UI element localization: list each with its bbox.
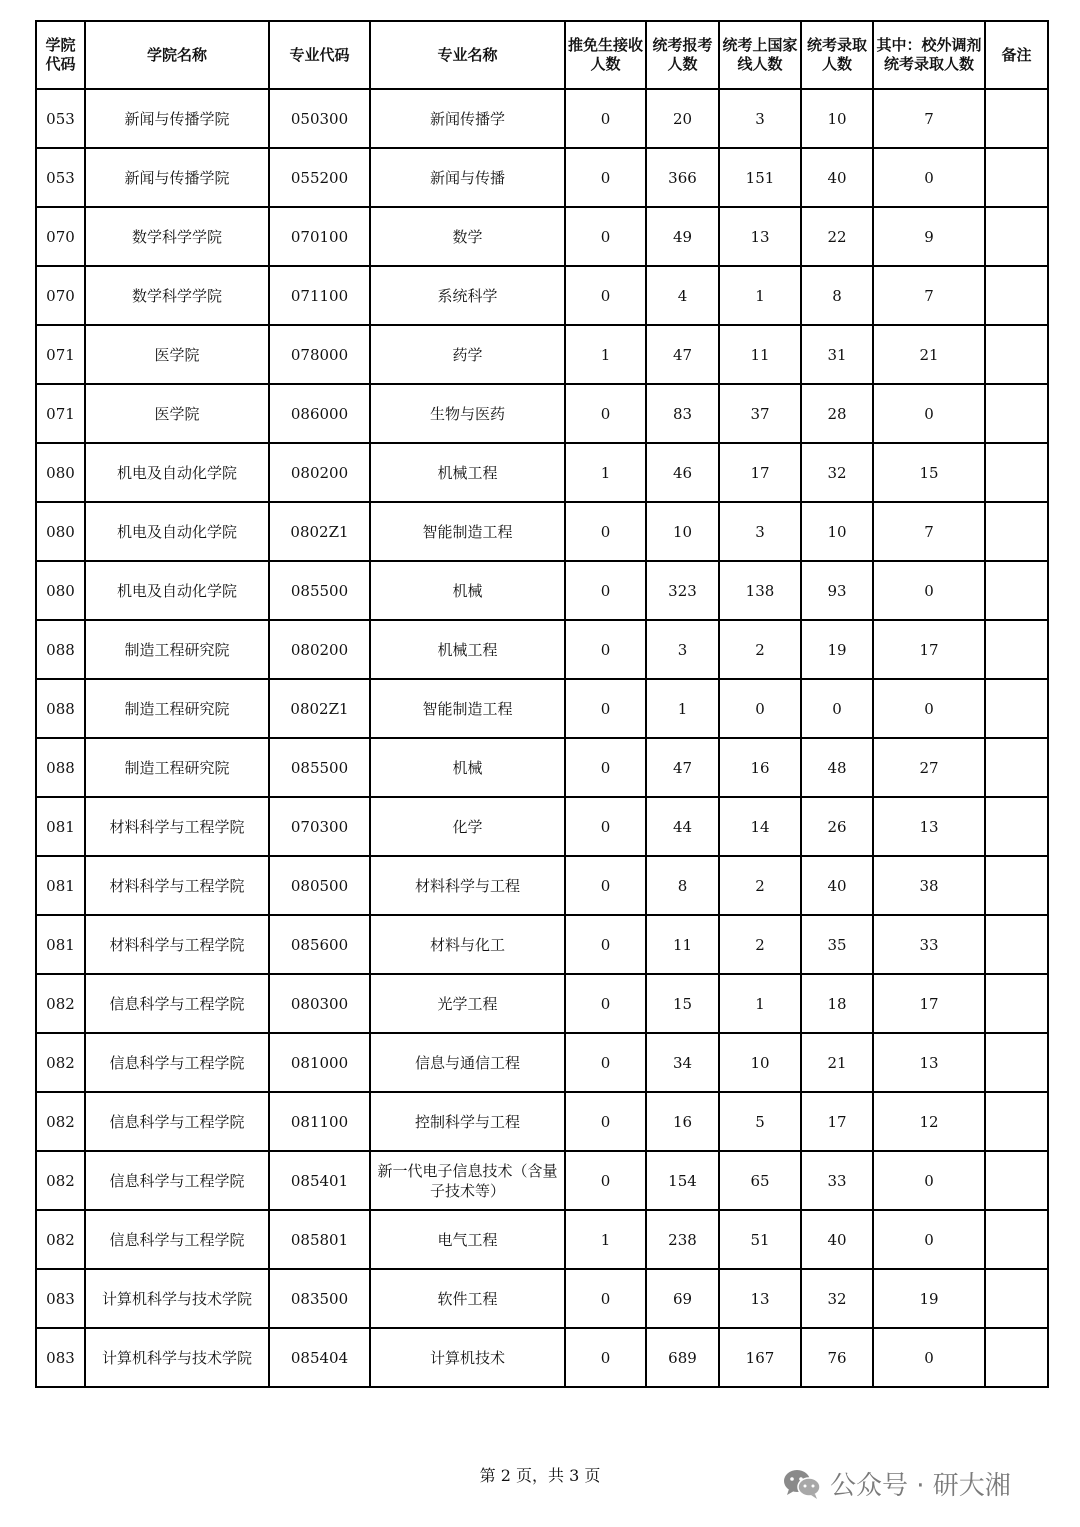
- cell-exempt-admitted: 0: [565, 1092, 646, 1151]
- cell-passed-national-line: 2: [719, 856, 801, 915]
- cell-college-code: 083: [36, 1328, 85, 1387]
- cell-admitted: 28: [801, 384, 873, 443]
- cell-admitted: 0: [801, 679, 873, 738]
- cell-college-code: 082: [36, 1033, 85, 1092]
- cell-college-name: 计算机科学与技术学院: [85, 1328, 269, 1387]
- cell-college-code: 081: [36, 915, 85, 974]
- cell-passed-national-line: 17: [719, 443, 801, 502]
- admissions-table-sheet: [35, 20, 1047, 1388]
- cell-college-code: 081: [36, 856, 85, 915]
- cell-major-name: 智能制造工程: [370, 502, 565, 561]
- cell-transfer-admitted: 21: [873, 325, 985, 384]
- cell-passed-national-line: 3: [719, 502, 801, 561]
- cell-applicants: 154: [646, 1151, 719, 1210]
- watermark-text: 公众号 · 研大湘: [830, 1471, 1011, 1501]
- cell-college-code: 071: [36, 384, 85, 443]
- cell-passed-national-line: 65: [719, 1151, 801, 1210]
- cell-admitted: 40: [801, 856, 873, 915]
- cell-applicants: 323: [646, 561, 719, 620]
- cell-transfer-admitted: 7: [873, 502, 985, 561]
- cell-exempt-admitted: 0: [565, 915, 646, 974]
- cell-major-code: 080200: [269, 443, 370, 502]
- cell-major-code: 055200: [269, 148, 370, 207]
- cell-college-code: 082: [36, 1151, 85, 1210]
- cell-major-name: 光学工程: [370, 974, 565, 1033]
- cell-transfer-admitted: 38: [873, 856, 985, 915]
- cell-college-name: 材料科学与工程学院: [85, 797, 269, 856]
- cell-exempt-admitted: 0: [565, 502, 646, 561]
- cell-transfer-admitted: 0: [873, 679, 985, 738]
- cell-applicants: 16: [646, 1092, 719, 1151]
- cell-applicants: 1: [646, 679, 719, 738]
- cell-major-name: 机械工程: [370, 443, 565, 502]
- cell-major-code: 070100: [269, 207, 370, 266]
- cell-remarks: [985, 1210, 1048, 1269]
- cell-exempt-admitted: 0: [565, 148, 646, 207]
- table-row: [36, 1328, 1048, 1387]
- cell-college-name: 信息科学与工程学院: [85, 974, 269, 1033]
- cell-college-name: 新闻与传播学院: [85, 89, 269, 148]
- cell-major-name: 计算机技术: [370, 1328, 565, 1387]
- cell-major-code: 085500: [269, 738, 370, 797]
- cell-exempt-admitted: 1: [565, 1210, 646, 1269]
- cell-passed-national-line: 11: [719, 325, 801, 384]
- cell-passed-national-line: 2: [719, 915, 801, 974]
- table-row: [36, 325, 1048, 384]
- cell-college-code: 080: [36, 561, 85, 620]
- cell-remarks: [985, 797, 1048, 856]
- cell-exempt-admitted: 0: [565, 679, 646, 738]
- table-row: [36, 1151, 1048, 1210]
- cell-college-code: 070: [36, 207, 85, 266]
- cell-applicants: 20: [646, 89, 719, 148]
- cell-major-code: 083500: [269, 1269, 370, 1328]
- cell-applicants: 8: [646, 856, 719, 915]
- cell-college-code: 080: [36, 502, 85, 561]
- cell-exempt-admitted: 0: [565, 1151, 646, 1210]
- cell-transfer-admitted: 0: [873, 1210, 985, 1269]
- cell-admitted: 93: [801, 561, 873, 620]
- cell-remarks: [985, 561, 1048, 620]
- cell-remarks: [985, 1151, 1048, 1210]
- cell-passed-national-line: 37: [719, 384, 801, 443]
- cell-exempt-admitted: 0: [565, 1033, 646, 1092]
- cell-major-code: 081100: [269, 1092, 370, 1151]
- cell-passed-national-line: 1: [719, 974, 801, 1033]
- cell-passed-national-line: 138: [719, 561, 801, 620]
- cell-major-name: 软件工程: [370, 1269, 565, 1328]
- cell-transfer-admitted: 0: [873, 561, 985, 620]
- cell-major-name: 新闻与传播: [370, 148, 565, 207]
- cell-transfer-admitted: 13: [873, 797, 985, 856]
- cell-college-code: 053: [36, 148, 85, 207]
- table-row: [36, 915, 1048, 974]
- table-row: [36, 1210, 1048, 1269]
- cell-major-code: 085404: [269, 1328, 370, 1387]
- cell-passed-national-line: 151: [719, 148, 801, 207]
- cell-remarks: [985, 325, 1048, 384]
- cell-passed-national-line: 51: [719, 1210, 801, 1269]
- cell-remarks: [985, 679, 1048, 738]
- cell-major-name: 新闻传播学: [370, 89, 565, 148]
- header-passed-national-line: 统考上国家线人数: [719, 21, 801, 89]
- cell-major-code: 085600: [269, 915, 370, 974]
- cell-passed-national-line: 5: [719, 1092, 801, 1151]
- cell-applicants: 47: [646, 738, 719, 797]
- cell-admitted: 21: [801, 1033, 873, 1092]
- header-exempt-admitted: 推免生接收人数: [565, 21, 646, 89]
- cell-transfer-admitted: 9: [873, 207, 985, 266]
- cell-remarks: [985, 89, 1048, 148]
- cell-college-name: 机电及自动化学院: [85, 502, 269, 561]
- cell-transfer-admitted: 0: [873, 1328, 985, 1387]
- cell-college-code: 088: [36, 738, 85, 797]
- cell-applicants: 3: [646, 620, 719, 679]
- cell-passed-national-line: 167: [719, 1328, 801, 1387]
- cell-applicants: 10: [646, 502, 719, 561]
- cell-transfer-admitted: 17: [873, 974, 985, 1033]
- table-row: [36, 443, 1048, 502]
- cell-remarks: [985, 266, 1048, 325]
- cell-major-name: 机械: [370, 561, 565, 620]
- cell-exempt-admitted: 0: [565, 856, 646, 915]
- cell-major-code: 050300: [269, 89, 370, 148]
- cell-remarks: [985, 974, 1048, 1033]
- cell-remarks: [985, 1269, 1048, 1328]
- cell-major-code: 085500: [269, 561, 370, 620]
- header-college-code: 学院代码: [36, 21, 85, 89]
- cell-applicants: 15: [646, 974, 719, 1033]
- cell-major-code: 0802Z1: [269, 502, 370, 561]
- cell-admitted: 17: [801, 1092, 873, 1151]
- cell-major-code: 080200: [269, 620, 370, 679]
- cell-college-code: 088: [36, 679, 85, 738]
- cell-applicants: 47: [646, 325, 719, 384]
- cell-admitted: 48: [801, 738, 873, 797]
- cell-remarks: [985, 384, 1048, 443]
- table-row: [36, 1092, 1048, 1151]
- cell-major-name: 新一代电子信息技术（含量子技术等）: [370, 1151, 565, 1210]
- cell-applicants: 69: [646, 1269, 719, 1328]
- cell-college-name: 医学院: [85, 325, 269, 384]
- cell-admitted: 10: [801, 89, 873, 148]
- cell-transfer-admitted: 12: [873, 1092, 985, 1151]
- cell-major-name: 系统科学: [370, 266, 565, 325]
- table-row: [36, 148, 1048, 207]
- table-row: [36, 797, 1048, 856]
- cell-remarks: [985, 1328, 1048, 1387]
- cell-major-code: 085401: [269, 1151, 370, 1210]
- cell-transfer-admitted: 33: [873, 915, 985, 974]
- cell-major-name: 机械: [370, 738, 565, 797]
- header-remarks: 备注: [985, 21, 1048, 89]
- cell-exempt-admitted: 0: [565, 620, 646, 679]
- cell-major-name: 智能制造工程: [370, 679, 565, 738]
- cell-transfer-admitted: 13: [873, 1033, 985, 1092]
- cell-applicants: 11: [646, 915, 719, 974]
- cell-college-code: 070: [36, 266, 85, 325]
- table-row: [36, 207, 1048, 266]
- table-row: [36, 974, 1048, 1033]
- cell-transfer-admitted: 19: [873, 1269, 985, 1328]
- cell-college-name: 制造工程研究院: [85, 679, 269, 738]
- cell-applicants: 44: [646, 797, 719, 856]
- header-admitted: 统考录取人数: [801, 21, 873, 89]
- cell-college-code: 082: [36, 974, 85, 1033]
- cell-college-name: 数学科学学院: [85, 207, 269, 266]
- table-row: [36, 502, 1048, 561]
- cell-admitted: 40: [801, 1210, 873, 1269]
- cell-passed-national-line: 13: [719, 207, 801, 266]
- cell-major-name: 机械工程: [370, 620, 565, 679]
- cell-college-code: 081: [36, 797, 85, 856]
- cell-college-name: 信息科学与工程学院: [85, 1210, 269, 1269]
- cell-college-name: 新闻与传播学院: [85, 148, 269, 207]
- table-row: [36, 738, 1048, 797]
- cell-passed-national-line: 2: [719, 620, 801, 679]
- cell-major-code: 086000: [269, 384, 370, 443]
- cell-applicants: 83: [646, 384, 719, 443]
- cell-major-name: 电气工程: [370, 1210, 565, 1269]
- cell-major-code: 080300: [269, 974, 370, 1033]
- cell-admitted: 19: [801, 620, 873, 679]
- cell-remarks: [985, 207, 1048, 266]
- cell-applicants: 4: [646, 266, 719, 325]
- cell-passed-national-line: 1: [719, 266, 801, 325]
- cell-applicants: 238: [646, 1210, 719, 1269]
- cell-admitted: 32: [801, 1269, 873, 1328]
- cell-admitted: 18: [801, 974, 873, 1033]
- header-transfer-admitted: 其中：校外调剂统考录取人数: [873, 21, 985, 89]
- cell-applicants: 46: [646, 443, 719, 502]
- cell-exempt-admitted: 0: [565, 974, 646, 1033]
- cell-exempt-admitted: 0: [565, 1269, 646, 1328]
- cell-admitted: 32: [801, 443, 873, 502]
- cell-remarks: [985, 1033, 1048, 1092]
- cell-passed-national-line: 13: [719, 1269, 801, 1328]
- cell-transfer-admitted: 7: [873, 89, 985, 148]
- cell-college-name: 医学院: [85, 384, 269, 443]
- page-number: 第 2 页，共 3 页: [479, 1466, 601, 1485]
- cell-college-name: 信息科学与工程学院: [85, 1092, 269, 1151]
- cell-transfer-admitted: 0: [873, 384, 985, 443]
- cell-exempt-admitted: 0: [565, 89, 646, 148]
- cell-remarks: [985, 738, 1048, 797]
- header-college-name: 学院名称: [85, 21, 269, 89]
- header-major-code: 专业代码: [269, 21, 370, 89]
- cell-college-code: 083: [36, 1269, 85, 1328]
- cell-college-code: 088: [36, 620, 85, 679]
- cell-college-name: 制造工程研究院: [85, 738, 269, 797]
- cell-admitted: 35: [801, 915, 873, 974]
- cell-admitted: 33: [801, 1151, 873, 1210]
- cell-major-name: 材料科学与工程: [370, 856, 565, 915]
- cell-applicants: 34: [646, 1033, 719, 1092]
- header-major-name: 专业名称: [370, 21, 565, 89]
- cell-major-code: 071100: [269, 266, 370, 325]
- cell-admitted: 40: [801, 148, 873, 207]
- cell-college-name: 数学科学学院: [85, 266, 269, 325]
- cell-admitted: 76: [801, 1328, 873, 1387]
- table-header-row: [36, 21, 1048, 89]
- table-row: [36, 384, 1048, 443]
- cell-remarks: [985, 620, 1048, 679]
- table-row: [36, 1033, 1048, 1092]
- cell-exempt-admitted: 0: [565, 384, 646, 443]
- table-row: [36, 266, 1048, 325]
- table-row: [36, 620, 1048, 679]
- cell-major-name: 材料与化工: [370, 915, 565, 974]
- cell-college-name: 信息科学与工程学院: [85, 1033, 269, 1092]
- cell-major-code: 0802Z1: [269, 679, 370, 738]
- cell-transfer-admitted: 0: [873, 148, 985, 207]
- cell-college-code: 071: [36, 325, 85, 384]
- cell-exempt-admitted: 0: [565, 207, 646, 266]
- cell-major-code: 070300: [269, 797, 370, 856]
- cell-college-code: 082: [36, 1210, 85, 1269]
- cell-exempt-admitted: 0: [565, 561, 646, 620]
- cell-admitted: 22: [801, 207, 873, 266]
- cell-exempt-admitted: 1: [565, 325, 646, 384]
- cell-admitted: 31: [801, 325, 873, 384]
- table-row: [36, 1269, 1048, 1328]
- cell-college-name: 材料科学与工程学院: [85, 856, 269, 915]
- cell-passed-national-line: 10: [719, 1033, 801, 1092]
- cell-major-name: 化学: [370, 797, 565, 856]
- cell-exempt-admitted: 0: [565, 797, 646, 856]
- cell-passed-national-line: 3: [719, 89, 801, 148]
- table-row: [36, 856, 1048, 915]
- cell-college-name: 机电及自动化学院: [85, 443, 269, 502]
- table-row: [36, 561, 1048, 620]
- table-row: [36, 679, 1048, 738]
- cell-admitted: 10: [801, 502, 873, 561]
- cell-college-name: 机电及自动化学院: [85, 561, 269, 620]
- cell-applicants: 689: [646, 1328, 719, 1387]
- cell-transfer-admitted: 27: [873, 738, 985, 797]
- cell-remarks: [985, 915, 1048, 974]
- cell-exempt-admitted: 1: [565, 443, 646, 502]
- cell-remarks: [985, 443, 1048, 502]
- wechat-icon: [782, 1468, 822, 1500]
- cell-college-name: 制造工程研究院: [85, 620, 269, 679]
- cell-remarks: [985, 856, 1048, 915]
- cell-remarks: [985, 1092, 1048, 1151]
- cell-major-code: 081000: [269, 1033, 370, 1092]
- cell-major-name: 生物与医药: [370, 384, 565, 443]
- cell-college-code: 053: [36, 89, 85, 148]
- cell-exempt-admitted: 0: [565, 1328, 646, 1387]
- cell-college-code: 080: [36, 443, 85, 502]
- cell-applicants: 366: [646, 148, 719, 207]
- cell-transfer-admitted: 0: [873, 1151, 985, 1210]
- cell-major-code: 078000: [269, 325, 370, 384]
- cell-college-name: 信息科学与工程学院: [85, 1151, 269, 1210]
- table-row: [36, 89, 1048, 148]
- admissions-table: [35, 20, 1049, 1388]
- header-applicants: 统考报考人数: [646, 21, 719, 89]
- cell-remarks: [985, 148, 1048, 207]
- cell-exempt-admitted: 0: [565, 738, 646, 797]
- cell-admitted: 26: [801, 797, 873, 856]
- cell-major-name: 数学: [370, 207, 565, 266]
- cell-remarks: [985, 502, 1048, 561]
- cell-passed-national-line: 14: [719, 797, 801, 856]
- cell-major-code: 080500: [269, 856, 370, 915]
- cell-passed-national-line: 0: [719, 679, 801, 738]
- watermark: [782, 1465, 1011, 1502]
- cell-admitted: 8: [801, 266, 873, 325]
- cell-major-code: 085801: [269, 1210, 370, 1269]
- cell-major-name: 药学: [370, 325, 565, 384]
- cell-college-name: 材料科学与工程学院: [85, 915, 269, 974]
- cell-passed-national-line: 16: [719, 738, 801, 797]
- cell-college-name: 计算机科学与技术学院: [85, 1269, 269, 1328]
- cell-transfer-admitted: 17: [873, 620, 985, 679]
- cell-major-name: 控制科学与工程: [370, 1092, 565, 1151]
- cell-applicants: 49: [646, 207, 719, 266]
- cell-exempt-admitted: 0: [565, 266, 646, 325]
- cell-major-name: 信息与通信工程: [370, 1033, 565, 1092]
- cell-transfer-admitted: 7: [873, 266, 985, 325]
- cell-college-code: 082: [36, 1092, 85, 1151]
- cell-transfer-admitted: 15: [873, 443, 985, 502]
